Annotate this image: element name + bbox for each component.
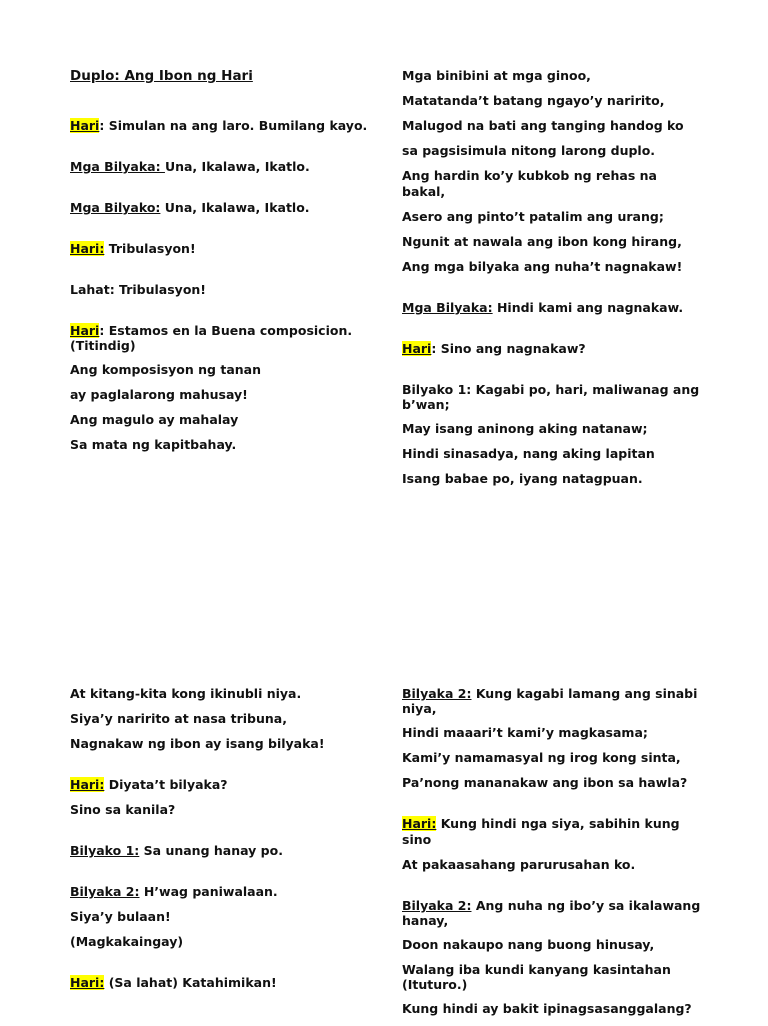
verse-line: Sa mata ng kapitbahay. <box>70 437 237 452</box>
line-text: Kung hindi nga siya, sabihin kung sino <box>402 816 680 847</box>
line-text: Una, Ikalawa, Ikatlo. <box>160 200 310 215</box>
dialogue-line <box>402 300 702 316</box>
verse-line: sa pagsisimula nitong larong duplo. <box>402 143 656 158</box>
verse-line: Ang komposisyon ng tanan <box>70 362 261 377</box>
line-text: Ang nuha ng ibo’y sa ikalawang hanay, <box>402 898 701 928</box>
line-text: : Sino ang nagnakaw? <box>431 341 586 356</box>
verse-line: Ang magulo ay mahalay <box>70 412 239 427</box>
speaker-label: Hari <box>402 341 432 356</box>
line-text: Tribulasyon! <box>104 241 196 256</box>
verse-line: Siya’y bulaan! <box>70 909 171 924</box>
dialogue-line <box>70 975 370 991</box>
dialogue-line <box>70 159 370 175</box>
verse-line: Hindi maaari’t kami’y magkasama; <box>402 725 648 740</box>
verse-line: Doon nakaupo nang buong hinusay, <box>402 937 655 952</box>
speaker-label: Hari: <box>402 816 437 831</box>
line-text: Kung kagabi lamang ang sinabi niya, <box>402 686 698 716</box>
speaker-label: Hari <box>70 118 100 133</box>
dialogue-line <box>70 884 370 900</box>
verse-line: Ang mga bilyaka ang nuha’t nagnakaw! <box>402 259 683 274</box>
speaker-label: Bilyaka 2: <box>402 686 472 701</box>
line-text: : Estamos en la Buena composicion. (Titindig) <box>70 323 353 353</box>
verse-line: Ngunit at nawala ang ibon kong hirang, <box>402 234 682 249</box>
dialogue-line <box>70 118 370 134</box>
verse-line: Kami’y namamasyal ng irog kong sinta, <box>402 750 681 765</box>
verse-line: Ang hardin ko’y kubkob ng rehas na bakal, <box>402 168 657 199</box>
dialogue-line <box>70 241 370 257</box>
line-text: Hindi kami ang nagnakaw. <box>492 300 684 315</box>
verse-line: Walang iba kundi kanyang kasintahan (Ituturo.) <box>402 962 671 992</box>
speaker-label: Mga Bilyaka: <box>70 159 165 174</box>
dialogue-line <box>402 686 702 716</box>
line-text: H’wag paniwalaan. <box>139 884 278 899</box>
verse-line: Asero ang pinto’t patalim ang urang; <box>402 209 664 224</box>
verse-line: Siya’y naririto at nasa tribuna, <box>70 711 287 726</box>
verse-line: Hindi sinasadya, nang aking lapitan <box>402 446 655 461</box>
verse-line: Matatanda’t batang ngayo’y naririto, <box>402 93 665 108</box>
speaker-label: Mga Bilyaka: <box>402 300 493 315</box>
verse-line: Isang babae po, iyang natagpuan. <box>402 471 643 486</box>
verse-line: Kung hindi ay bakit ipinagsasanggalang? <box>402 1001 692 1016</box>
line-text: Una, Ikalawa, Ikatlo. <box>164 159 310 174</box>
page2-left-column <box>70 686 370 1000</box>
speaker-label: Bilyaka 2: <box>70 884 140 899</box>
page1-right-column <box>402 68 702 496</box>
verse-line: At kitang-kita kong ikinubli niya. <box>70 686 302 701</box>
line-text: Sa unang hanay po. <box>139 843 283 858</box>
verse-line: Sino sa kanila? <box>70 802 176 817</box>
dialogue-line <box>402 341 702 357</box>
verse-line: Mga binibini at mga ginoo, <box>402 68 591 83</box>
verse-line: Malugod na bati ang tanging handog ko <box>402 118 684 133</box>
dialogue-line <box>402 898 702 928</box>
verse-line: (Magkakaingay) <box>70 934 184 949</box>
speaker-label: Hari <box>70 323 100 338</box>
page2-right-column <box>402 686 702 1026</box>
dialogue-line: Bilyako 1: Kagabi po, hari, maliwanag ang b’wan; <box>402 382 700 412</box>
dialogue-line <box>402 816 702 848</box>
verse-line: Nagnakaw ng ibon ay isang bilyaka! <box>70 736 325 751</box>
dialogue-line: Lahat: Tribulasyon! <box>70 282 207 297</box>
dialogue-line <box>70 200 370 216</box>
verse-line: At pakaasahang parurusahan ko. <box>402 857 636 872</box>
verse-line: ay paglalarong mahusay! <box>70 387 248 402</box>
line-text: (Sa lahat) Katahimikan! <box>104 975 277 990</box>
dialogue-line <box>70 777 370 793</box>
document-title: Duplo: Ang Ibon ng Hari <box>70 68 253 84</box>
speaker-label: Hari: <box>70 777 105 792</box>
speaker-label: Mga Bilyako: <box>70 200 161 215</box>
speaker-label: Hari: <box>70 975 105 990</box>
dialogue-line <box>70 843 370 859</box>
dialogue-line <box>70 323 370 353</box>
speaker-label: Bilyako 1: <box>70 843 140 858</box>
speaker-label: Bilyaka 2: <box>402 898 472 913</box>
page1-left-column <box>70 68 370 462</box>
verse-line: Pa’nong mananakaw ang ibon sa hawla? <box>402 775 688 790</box>
line-text: : Simulan na ang laro. Bumilang kayo. <box>99 118 368 133</box>
line-text: Diyata’t bilyaka? <box>104 777 228 792</box>
verse-line: May isang aninong aking natanaw; <box>402 421 648 436</box>
speaker-label: Hari: <box>70 241 105 256</box>
